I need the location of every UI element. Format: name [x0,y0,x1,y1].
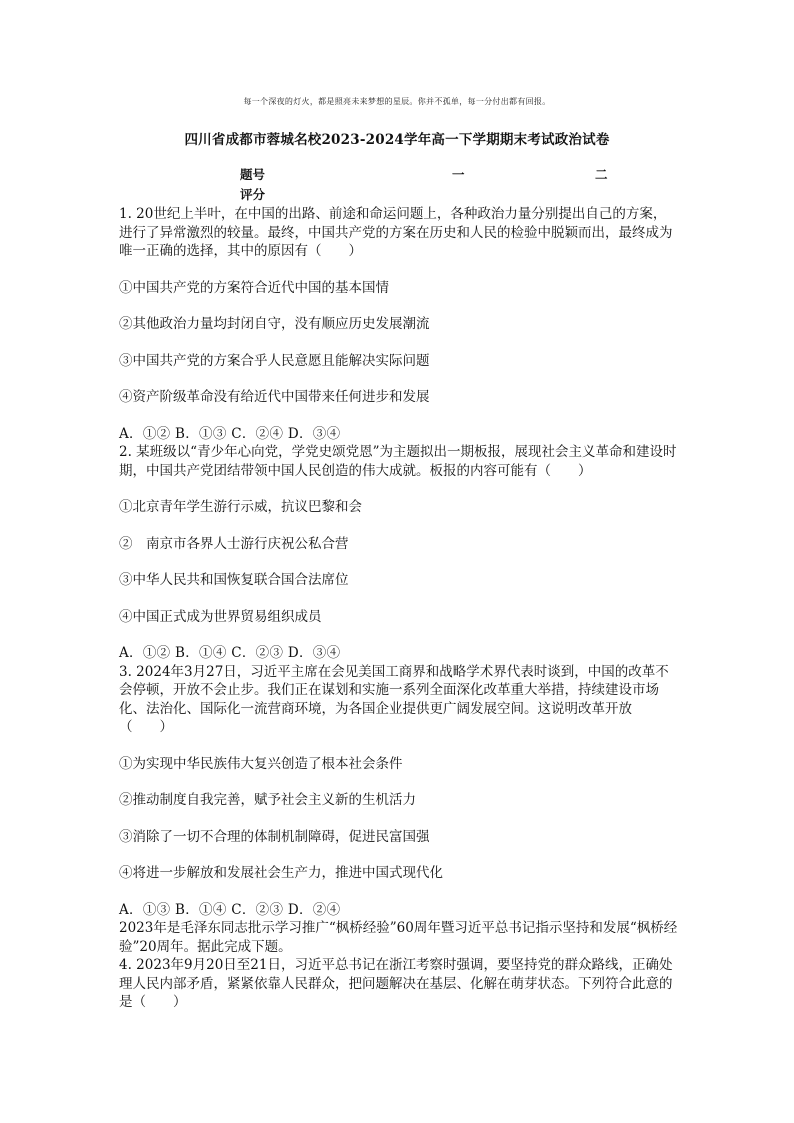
option-item: ③中华人民共和国恢复联合国合法席位 [119,572,349,588]
question-1 [119,205,679,443]
option-item: ②推动制度自我完善，赋予社会主义新的生机活力 [119,792,416,808]
answer-choices: A．①② B．①④ C．②③ D．③④ [119,645,341,661]
option-item: ② 南京市各界人士游行庆祝公私合营 [119,535,349,552]
score-table-section-one: 一 [452,167,465,182]
questions-body [119,205,679,1012]
score-table [240,165,640,205]
answer-choices: A．①③ B．①④ C．②③ D．②④ [119,901,341,918]
option-item: ②其他政治力量均封闭自守，没有顺应历史发展潮流 [119,316,430,332]
score-table-score-label: 评分 [240,187,266,202]
option-item: ①北京青年学生游行示威，抗议巴黎和会 [119,499,362,515]
option-item: ④资产阶级革命没有给近代中国带来任何进步和发展 [119,389,430,405]
question-2 [119,443,679,663]
question-stem: 1. 20世纪上半叶，在中国的出路、前途和命运问题上，各种政治力量分别提出自己的方案，进行了异常激烈的较量。最终，中国共产党的方案在历史和人民的检验中脱颖而出，最终成为唯一正确的选择，其中的原因有（ ） [119,206,673,259]
reading-material: 2023年是毛泽东同志批示学习推广“枫桥经验”60周年暨习近平总书记指示坚持和发展“枫桥经验”20周年。据此完成下题。 [119,920,678,955]
page-title: 四川省成都市蓉城名校2023-2024学年高一下学期期末考试政治试卷 [184,132,610,148]
score-table-header-label: 题号 [240,167,266,182]
option-item: ④中国正式成为世界贸易组织成员 [119,608,322,625]
option-item: ③消除了一切不合理的体制机制障碍，促进民富国强 [119,828,430,845]
option-item: ③中国共产党的方案合乎人民意愿且能解决实际问题 [119,352,430,369]
question-4-stem: 4. 2023年9月20日至21日，习近平总书记在浙江考察时强调，要坚持党的群众路线，正确处理人民内部矛盾，紧紧依靠人民群众，把问题解决在基层、化解在萌芽状态。下列符合此意的是（ ） [119,957,673,1010]
score-table-section-two: 二 [595,167,608,182]
question-3 [119,663,679,920]
option-item: ④将进一步解放和发展社会生产力，推进中国式现代化 [119,865,443,881]
header-motto: 每一个深夜的灯火，都是照亮未来梦想的星辰。你并不孤单，每一分付出都有回报。 [243,97,551,106]
question-stem: 3. 2024年3月27日，习近平主席在会见美国工商界和战略学术界代表时谈到，中国的改革不会停顿，开放不会止步。我们正在谋划和实施一系列全面深化改革重大举措，持续建设市场化、法治化、国际化一流营商环境，为各国企业提供更广阔发展空间。这说明改革开放（ ） [119,663,669,735]
option-item: ①为实现中华民族伟大复兴创造了根本社会条件 [119,755,403,772]
answer-choices: A．①② B．①③ C．②④ D．③④ [119,425,341,442]
option-item: ①中国共产党的方案符合近代中国的基本国情 [119,279,389,296]
score-table-row [240,185,640,205]
score-table-row [240,165,640,185]
question-stem: 2. 某班级以“青少年心向党，学党史颂党恩”为主题拟出一期板报，展现社会主义革命和建设时期，中国共产党团结带领中国人民创造的伟大成就。板报的内容可能有（ ） [119,444,677,479]
